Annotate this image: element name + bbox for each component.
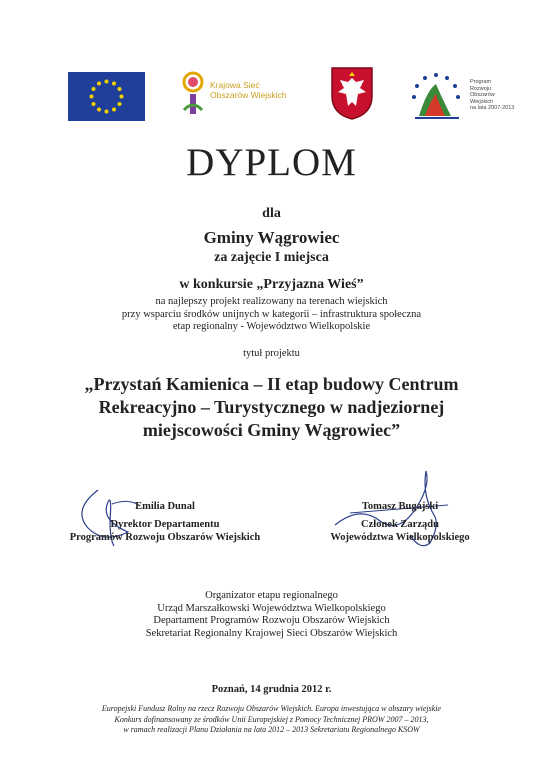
prow-line-2: Rozwoju <box>470 85 492 92</box>
ksow-line-2: Obszarów Wiejskich <box>210 90 287 100</box>
issue-date: Poznań, 14 grudnia 2012 r. <box>211 684 332 695</box>
for-label: dla <box>262 206 281 221</box>
place-awarded: za zajęcie I miejsca <box>214 250 329 265</box>
prow-label <box>470 79 520 112</box>
ksow-logo <box>178 68 318 126</box>
signatory-right-name: Tomasz Bugajski <box>361 501 439 512</box>
prow-emblem-icon <box>405 70 467 124</box>
logo-row <box>0 68 543 128</box>
ksow-line-1: Krajowa Sieć <box>210 80 260 90</box>
signatory-right-role-2: Województwa Wielkopolskiego <box>330 532 470 543</box>
project-label: tytuł projektu <box>243 348 300 359</box>
signatory-left <box>50 500 280 545</box>
funding-footer <box>0 704 543 736</box>
recipient-name: Gminy Wągrowiec <box>203 228 340 247</box>
contest-detail-1: na najlepszy projekt realizowany na terenach wiejskich <box>155 296 388 307</box>
contest-prefix: w konkursie <box>179 277 257 292</box>
organizer-line-2: Urząd Marszałkowski Województwa Wielkopolskiego <box>157 602 386 614</box>
project-title-line-2: Rekreacyjno – Turystycznego w nadjeziornej <box>98 397 445 417</box>
project-title-line-3: miejscowości Gminy Wągrowiec” <box>142 420 401 440</box>
contest-detail-2: przy wsparciu środków unijnych w kategorii – infrastruktura społeczna <box>121 308 422 320</box>
prow-line-5: na lata 2007-2013 <box>470 105 515 111</box>
contest-line <box>0 277 543 293</box>
footer-line-2: Konkurs dofinansowany ze środków Unii Europejskiej z Pomocy Technicznej PROW 2007 – 2013, <box>114 714 429 724</box>
signatory-right <box>300 500 500 545</box>
wielkopolska-eagle-icon <box>330 66 374 120</box>
contest-detail-3: etap regionalny - Województwo Wielkopolskie <box>172 321 371 332</box>
ksow-label <box>210 80 320 100</box>
prow-line-4: Wiejskich <box>470 98 494 105</box>
prow-line-3: Obszarów <box>470 92 495 98</box>
signatory-left-name: Emilia Dunal <box>135 501 195 512</box>
organizer-line-1: Organizator etapu regionalnego <box>205 590 338 601</box>
ksow-emblem-icon <box>178 70 208 120</box>
signatory-right-role-1: Członek Zarządu <box>361 518 439 530</box>
organizer-line-3: Departament Programów Rozwoju Obszarów Wiejskich <box>153 615 390 627</box>
contest-name: „Przyjazna Wieś” <box>256 277 364 292</box>
organizer-line-4: Sekretariat Regionalny Krajowej Sieci Obszarów Wiejskich <box>145 627 398 639</box>
signatory-left-role-2: Programów Rozwoju Obszarów Wiejskich <box>69 532 261 543</box>
diploma-title: DYPLOM <box>186 141 357 184</box>
prow-logo <box>405 68 525 126</box>
organizer-block <box>0 590 543 640</box>
prow-line-1: Program <box>470 79 492 85</box>
eu-flag-icon <box>68 72 145 121</box>
project-title <box>0 373 543 442</box>
footer-line-3: w ramach realizacji Planu Działania na lata 2012 – 2013 Sekretariatu Regionalnego KSOW <box>123 725 420 734</box>
footer-line-1: Europejski Fundusz Rolny na rzecz Rozwoju Obszarów Wiejskich. Europa inwestująca w obszary wiejskie <box>101 704 442 713</box>
signatory-left-role-1: Dyrektor Departamentu <box>110 518 220 530</box>
project-title-line-1: „Przystań Kamienica – II etap budowy Centrum <box>84 374 459 394</box>
